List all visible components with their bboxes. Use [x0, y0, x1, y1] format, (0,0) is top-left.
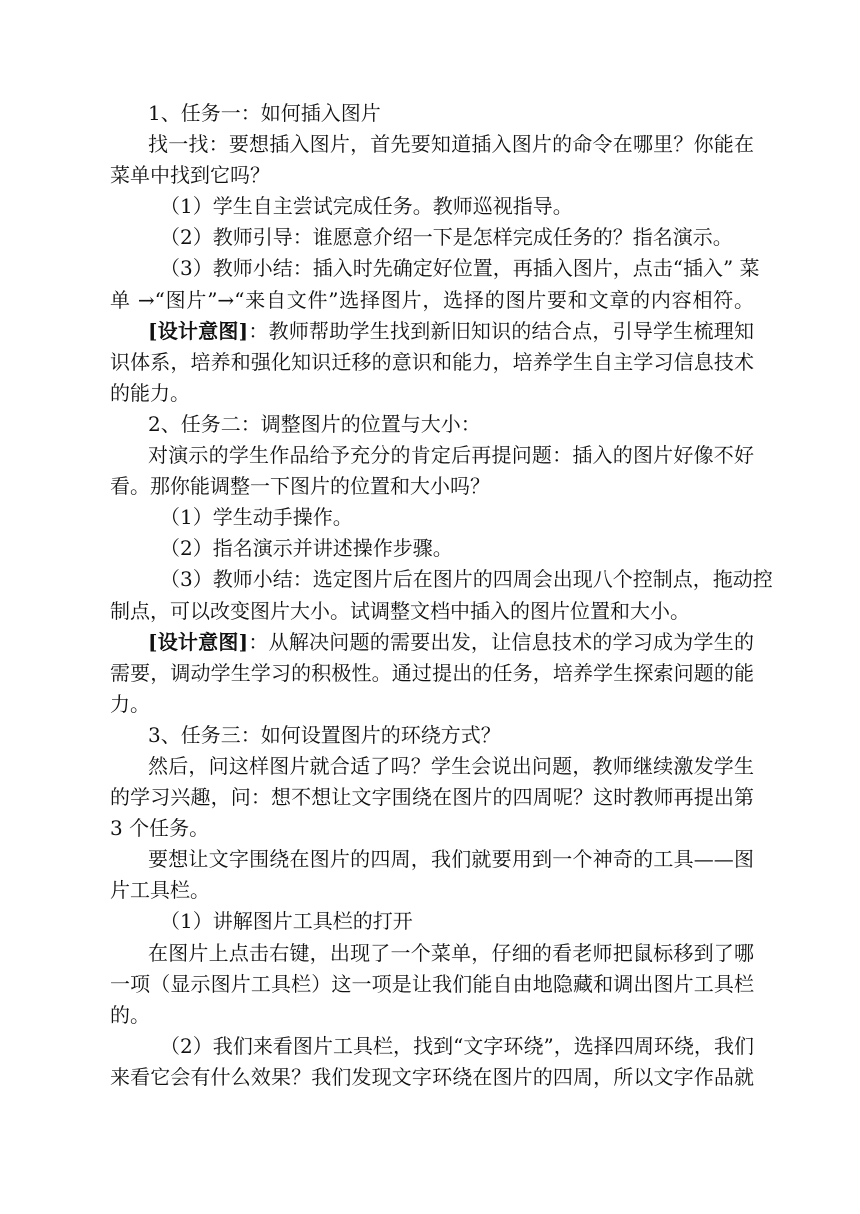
line-text: 的能力。 — [110, 380, 190, 405]
text-line — [110, 658, 754, 689]
text-line — [110, 222, 754, 253]
text-line — [110, 129, 754, 160]
text-line — [110, 720, 754, 751]
text-line — [110, 1031, 754, 1062]
design-intent-label: [设计意图] — [148, 318, 249, 343]
line-text: 片工具栏。 — [110, 878, 210, 903]
text-line — [110, 253, 760, 284]
text-line — [110, 969, 754, 1000]
line-text: （1）学生自主尝试完成任务。教师巡视指导。 — [160, 194, 573, 219]
text-line — [110, 378, 754, 409]
text-line — [110, 160, 754, 191]
text-line — [110, 844, 754, 875]
line-text: （2）指名演示并讲述操作步骤。 — [160, 536, 453, 561]
line-text: 找一找：要想插入图片，首先要知道插入图片的命令在哪里？你能在 — [148, 132, 754, 157]
text-line — [110, 875, 754, 906]
line-text: 要想让文字围绕在图片的四周，我们就要用到一个神奇的工具——图 — [148, 847, 754, 872]
line-text: 在图片上点击右键，出现了一个菜单，仔细的看老师把鼠标移到了哪 — [148, 940, 754, 965]
line-text: 对演示的学生作品给予充分的肯定后再提问题：插入的图片好像不好 — [148, 443, 754, 468]
text-line — [110, 1062, 754, 1093]
line-text: 看。那你能调整一下图片的位置和大小吗？ — [110, 474, 490, 499]
line-text: 2、任务二：调整图片的位置与大小： — [148, 411, 481, 436]
text-line — [110, 533, 754, 564]
line-text: 3、任务三：如何设置图片的环绕方式？ — [148, 722, 501, 747]
text-line — [110, 782, 754, 813]
text-line — [110, 906, 754, 937]
line-text: （1）讲解图片工具栏的打开 — [160, 909, 413, 934]
text-line — [110, 191, 754, 222]
line-text: 3 个任务。 — [110, 816, 210, 841]
line-text: （3）教师小结：选定图片后在图片的四周会出现八个控制点，拖动控 — [160, 567, 773, 592]
line-text: 识体系，培养和强化知识迁移的意识和能力，培养学生自主学习信息技术 — [110, 349, 754, 374]
text-line — [110, 502, 754, 533]
text-line — [110, 347, 754, 378]
text-line — [110, 440, 754, 471]
text-line — [110, 1000, 754, 1031]
text-line — [110, 471, 754, 502]
text-line — [110, 316, 754, 347]
text-line — [110, 751, 754, 782]
text-line — [110, 409, 754, 440]
line-text: 单 →“图片”→“来自文件”选择图片，选择的图片要和文章的内容相符。 — [110, 287, 754, 312]
line-text: 来看它会有什么效果？我们发现文字环绕在图片的四周，所以文字作品就 — [110, 1064, 754, 1089]
line-text: 然后，问这样图片就合适了吗？学生会说出问题，教师继续激发学生 — [148, 753, 754, 778]
text-line — [110, 98, 754, 129]
line-text: 的。 — [110, 1002, 150, 1027]
text-line — [110, 813, 754, 844]
design-intent-label: [设计意图] — [148, 629, 249, 654]
line-text: ：教师帮助学生找到新旧知识的结合点，引导学生梳理知 — [248, 318, 754, 343]
line-text: （1）学生动手操作。 — [160, 505, 353, 530]
text-line — [110, 938, 754, 969]
line-text: 菜单中找到它吗？ — [110, 163, 270, 188]
text-line — [110, 627, 754, 658]
line-text: 1、任务一：如何插入图片 — [148, 101, 381, 125]
line-text: 力。 — [110, 691, 150, 716]
document-page — [110, 98, 773, 1093]
line-text: 的学习兴趣，问：想不想让文字围绕在图片的四周呢？这时教师再提出第 — [110, 785, 754, 810]
line-text: （3）教师小结：插入时先确定好位置，再插入图片，点击“插入” 菜 — [160, 256, 760, 281]
text-line — [110, 564, 773, 595]
text-line — [110, 285, 754, 316]
line-text: （2）教师引导：谁愿意介绍一下是怎样完成任务的？指名演示。 — [160, 225, 733, 250]
line-text: ：从解决问题的需要出发，让信息技术的学习成为学生的 — [248, 629, 754, 654]
text-line — [110, 689, 754, 720]
text-line — [110, 596, 754, 627]
line-text: （2）我们来看图片工具栏，找到“文字环绕”，选择四周环绕，我们 — [160, 1033, 754, 1058]
line-text: 一项（显示图片工具栏）这一项是让我们能自由地隐藏和调出图片工具栏 — [110, 971, 754, 996]
line-text: 制点，可以改变图片大小。试调整文档中插入的图片位置和大小。 — [110, 598, 690, 623]
line-text: 需要，调动学生学习的积极性。通过提出的任务，培养学生探索问题的能 — [110, 660, 754, 685]
